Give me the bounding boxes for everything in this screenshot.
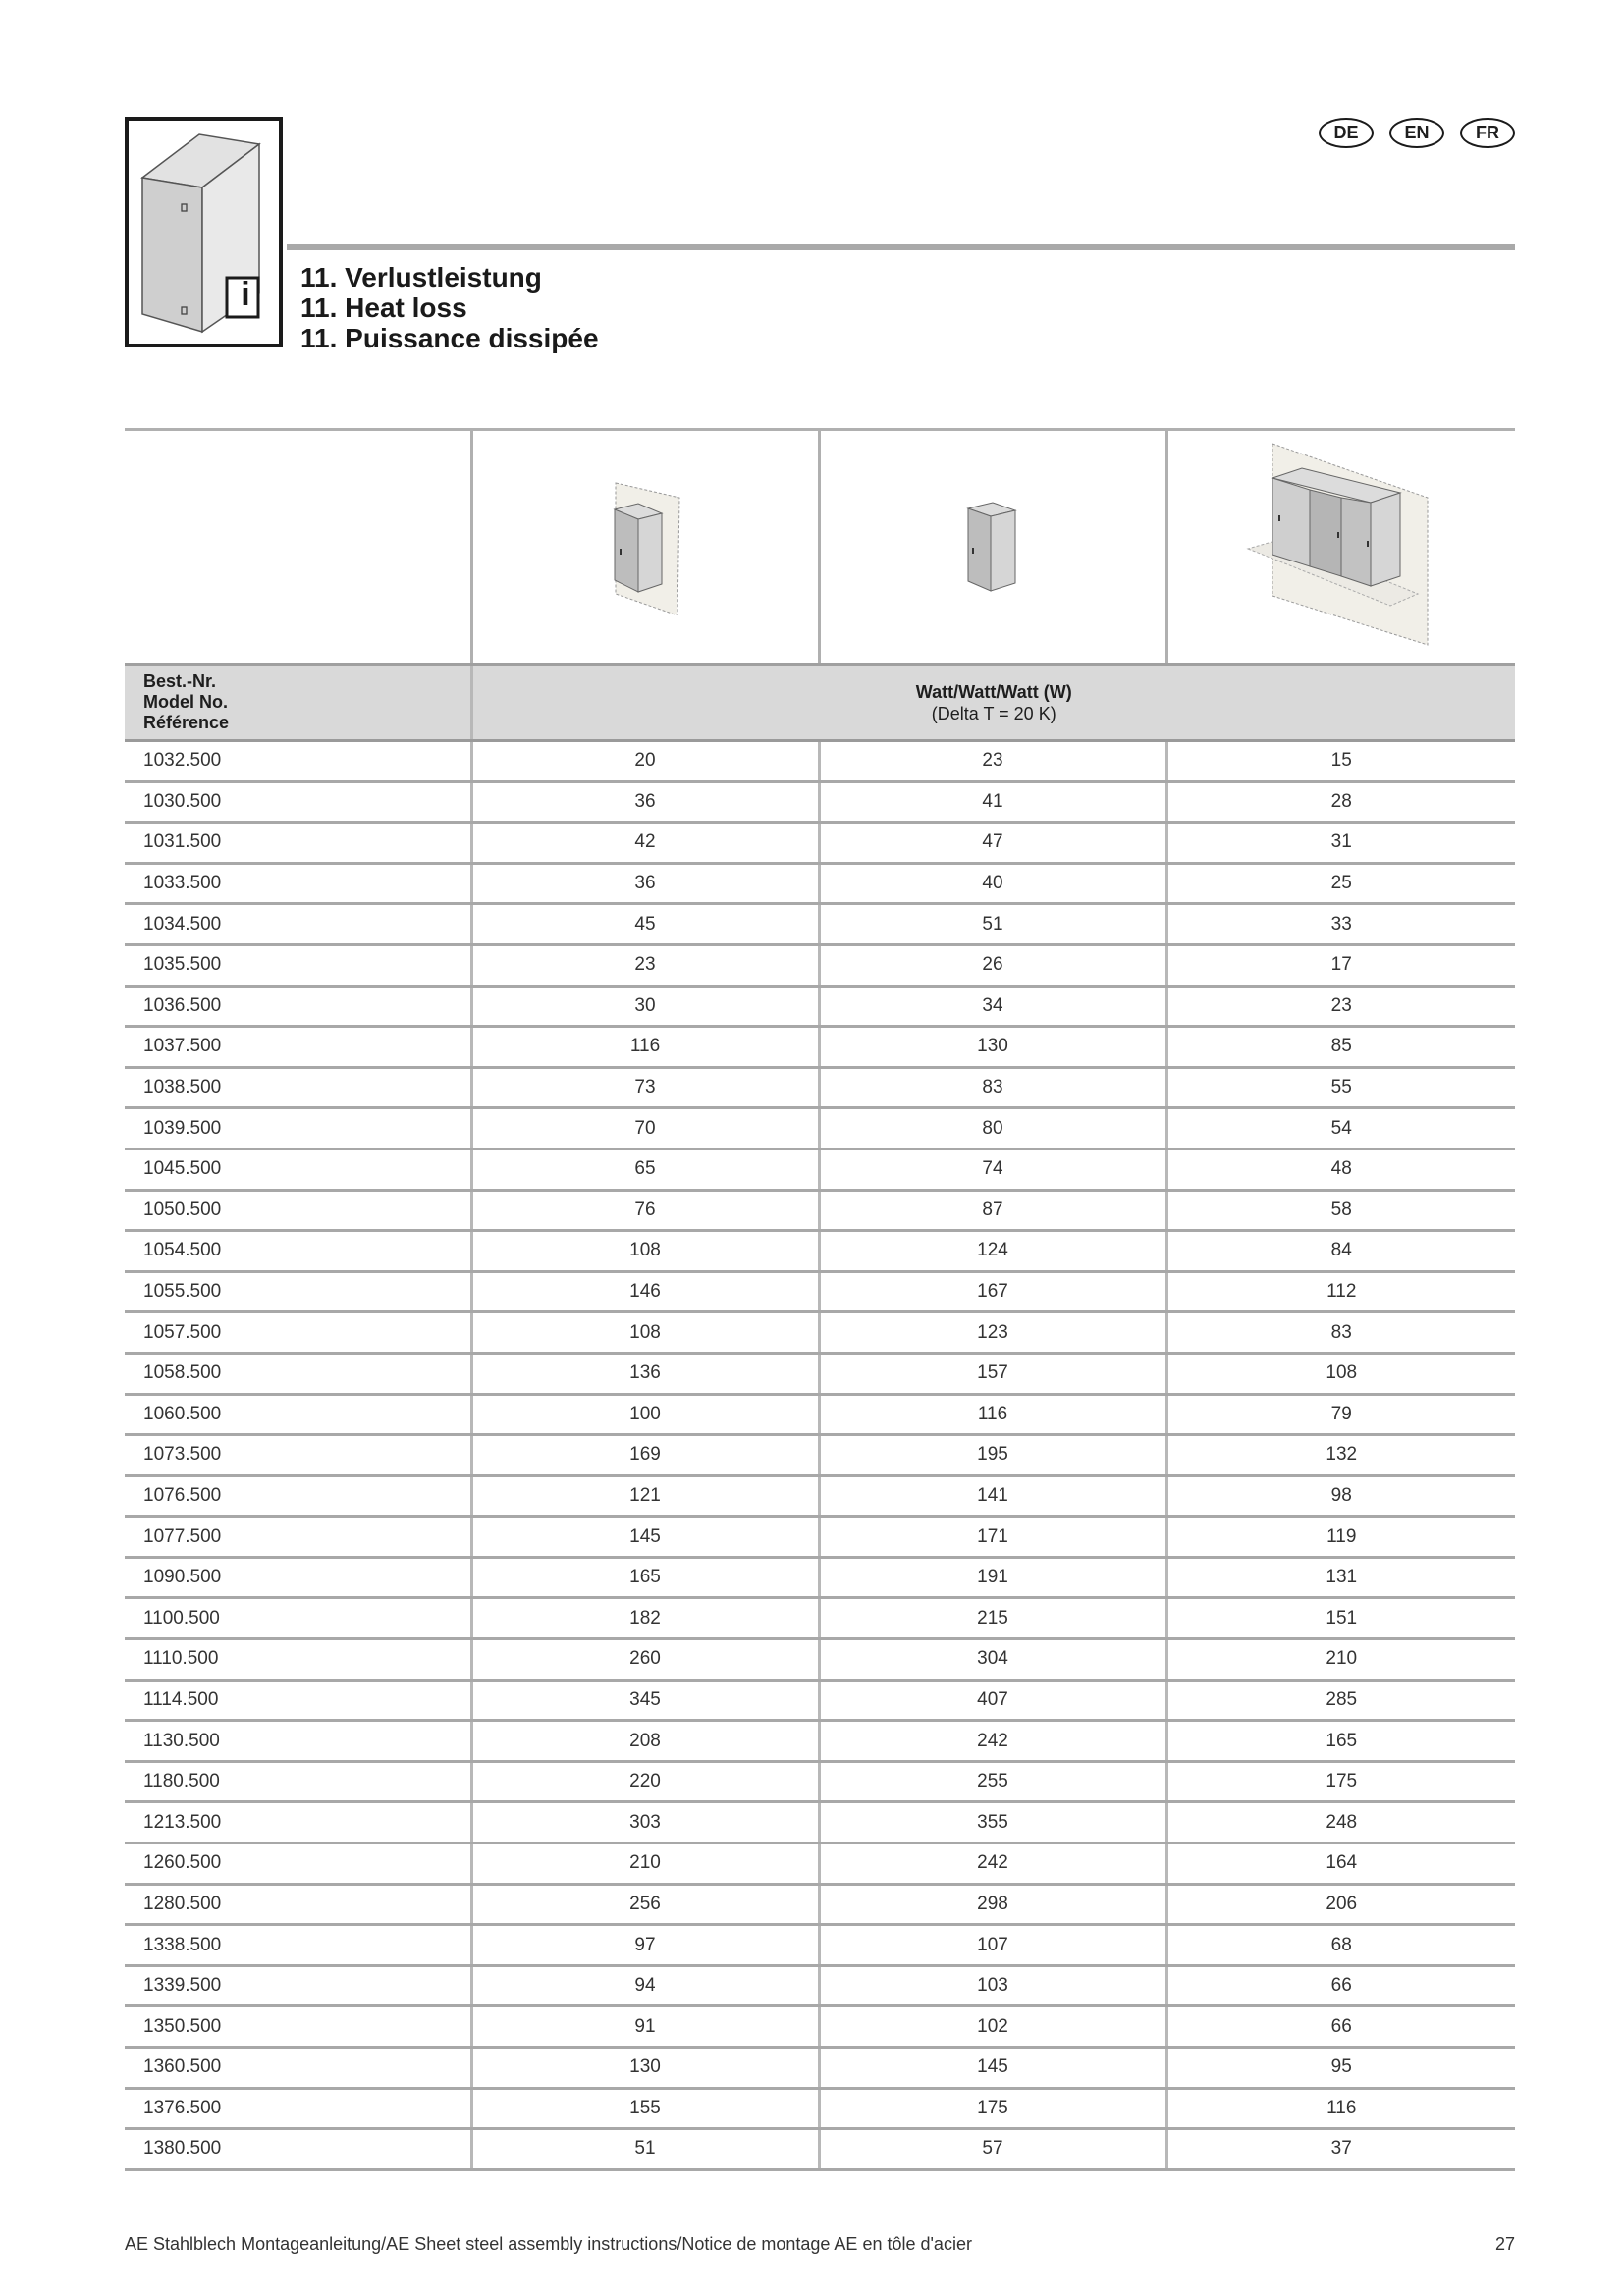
watt-value-cell: 48 [1166,1148,1515,1190]
bayed-enclosure-suite-icon [1243,439,1439,655]
table-row [125,781,1515,823]
model-number-cell: 1045.500 [125,1148,471,1190]
watt-value-cell: 108 [471,1231,819,1272]
watt-value-cell: 98 [1166,1475,1515,1517]
table-row [125,2129,1515,2170]
watt-value-cell: 169 [471,1435,819,1476]
wall-mounted-enclosure-icon [601,478,689,615]
language-badge-fr[interactable]: FR [1460,118,1515,148]
watt-value-cell: 255 [819,1761,1166,1802]
model-number-cell: 1034.500 [125,904,471,945]
watt-value-cell: 130 [471,2048,819,2089]
watt-value-cell: 51 [471,2129,819,2170]
language-badge-en[interactable]: EN [1389,118,1444,148]
watt-value-cell: 23 [819,741,1166,782]
illustration-wall-mounted [471,430,819,665]
watt-value-cell: 36 [471,781,819,823]
table-row [125,1761,1515,1802]
watt-value-cell: 68 [1166,1925,1515,1966]
table-row [125,1312,1515,1354]
watt-value-cell: 164 [1166,1843,1515,1885]
section-title-en: 11. Heat loss [300,293,467,323]
model-number-cell: 1130.500 [125,1721,471,1762]
model-number-cell: 1033.500 [125,863,471,904]
watt-value-cell: 102 [819,2006,1166,2048]
watt-value-cell: 124 [819,1231,1166,1272]
watt-value-cell: 70 [471,1108,819,1149]
model-number-cell: 1100.500 [125,1598,471,1639]
watt-value-cell: 210 [1166,1639,1515,1681]
watt-value-cell: 47 [819,823,1166,864]
table-row [125,1517,1515,1558]
watt-value-cell: 45 [471,904,819,945]
watt-value-cell: 145 [471,1517,819,1558]
watt-value-cell: 131 [1166,1557,1515,1598]
table-row [125,1027,1515,1068]
watt-value-cell: 355 [819,1802,1166,1843]
model-number-cell: 1030.500 [125,781,471,823]
section-title-de: 11. Verlustleistung [300,262,542,293]
watt-header-label: Watt/Watt/Watt (W) [915,681,1072,702]
model-number-cell: 1180.500 [125,1761,471,1802]
watt-value-cell: 74 [819,1148,1166,1190]
watt-value-cell: 91 [471,2006,819,2048]
footer-text: AE Stahlblech Montageanleitung/AE Sheet steel assembly instructions/Notice de montage AE en tôle d'acier [125,2234,972,2254]
watt-value-cell: 175 [1166,1761,1515,1802]
watt-value-cell: 108 [1166,1353,1515,1394]
model-number-cell: 1032.500 [125,741,471,782]
watt-value-cell: 208 [471,1721,819,1762]
table-row [125,1639,1515,1681]
model-header-de: Best.-Nr. [143,671,217,691]
model-number-cell: 1031.500 [125,823,471,864]
watt-value-cell: 54 [1166,1108,1515,1149]
info-badge-letter: i [241,276,250,313]
model-number-cell: 1077.500 [125,1517,471,1558]
model-number-cell: 1036.500 [125,986,471,1027]
model-number-cell: 1350.500 [125,2006,471,2048]
free-standing-enclosure-icon [958,493,1027,601]
model-number-cell: 1280.500 [125,1884,471,1925]
watt-value-cell: 66 [1166,1965,1515,2006]
watt-value-cell: 112 [1166,1271,1515,1312]
table-row [125,1353,1515,1394]
footer [125,2234,1515,2255]
table-row [125,863,1515,904]
table-row [125,2006,1515,2048]
watt-value-cell: 303 [471,1802,819,1843]
table-row [125,944,1515,986]
watt-value-cell: 116 [471,1027,819,1068]
model-number-cell: 1060.500 [125,1394,471,1435]
watt-header [471,665,1515,741]
table-row [125,1435,1515,1476]
watt-value-cell: 20 [471,741,819,782]
model-number-header [125,665,471,741]
delta-t-label: (Delta T = 20 K) [931,703,1056,723]
watt-value-cell: 57 [819,2129,1166,2170]
table-row [125,2088,1515,2129]
watt-value-cell: 242 [819,1721,1166,1762]
model-number-cell: 1076.500 [125,1475,471,1517]
watt-value-cell: 136 [471,1353,819,1394]
watt-value-cell: 97 [471,1925,819,1966]
illustration-free-standing [819,430,1166,665]
model-number-cell: 1055.500 [125,1271,471,1312]
watt-value-cell: 165 [471,1557,819,1598]
watt-value-cell: 65 [471,1148,819,1190]
watt-value-cell: 100 [471,1394,819,1435]
heat-loss-table [125,428,1515,2171]
watt-value-cell: 130 [819,1027,1166,1068]
model-number-cell: 1338.500 [125,1925,471,1966]
watt-value-cell: 121 [471,1475,819,1517]
watt-value-cell: 210 [471,1843,819,1885]
watt-value-cell: 248 [1166,1802,1515,1843]
model-number-cell: 1339.500 [125,1965,471,2006]
watt-value-cell: 171 [819,1517,1166,1558]
table-row [125,1557,1515,1598]
watt-value-cell: 66 [1166,2006,1515,2048]
section-title-fr: 11. Puissance dissipée [300,323,599,353]
model-number-cell: 1037.500 [125,1027,471,1068]
model-number-cell: 1038.500 [125,1067,471,1108]
table-row [125,1802,1515,1843]
watt-value-cell: 165 [1166,1721,1515,1762]
table-row [125,1721,1515,1762]
watt-value-cell: 84 [1166,1231,1515,1272]
language-badge-de[interactable]: DE [1319,118,1374,148]
table-row [125,1598,1515,1639]
table-header-row [125,665,1515,741]
watt-value-cell: 73 [471,1067,819,1108]
enclosure-info-icon [125,117,283,347]
watt-value-cell: 298 [819,1884,1166,1925]
model-number-cell: 1054.500 [125,1231,471,1272]
table-row [125,1965,1515,2006]
table-row [125,1843,1515,1885]
table-row [125,986,1515,1027]
illustration-empty-cell [125,430,471,665]
watt-value-cell: 42 [471,823,819,864]
watt-value-cell: 116 [819,1394,1166,1435]
watt-value-cell: 407 [819,1680,1166,1721]
table-row [125,1067,1515,1108]
watt-value-cell: 28 [1166,781,1515,823]
watt-value-cell: 41 [819,781,1166,823]
table-row [125,1884,1515,1925]
watt-value-cell: 175 [819,2088,1166,2129]
model-number-cell: 1213.500 [125,1802,471,1843]
model-number-cell: 1073.500 [125,1435,471,1476]
watt-value-cell: 145 [819,2048,1166,2089]
table-row [125,1394,1515,1435]
watt-value-cell: 151 [1166,1598,1515,1639]
watt-value-cell: 256 [471,1884,819,1925]
watt-value-cell: 345 [471,1680,819,1721]
table-row [125,741,1515,782]
table-row [125,1190,1515,1231]
watt-value-cell: 30 [471,986,819,1027]
table-row [125,904,1515,945]
watt-value-cell: 260 [471,1639,819,1681]
watt-value-cell: 304 [819,1639,1166,1681]
table-row [125,1680,1515,1721]
watt-value-cell: 195 [819,1435,1166,1476]
watt-value-cell: 155 [471,2088,819,2129]
model-number-cell: 1090.500 [125,1557,471,1598]
watt-value-cell: 206 [1166,1884,1515,1925]
model-number-cell: 1376.500 [125,2088,471,2129]
watt-value-cell: 119 [1166,1517,1515,1558]
table-row [125,1231,1515,1272]
model-number-cell: 1380.500 [125,2129,471,2170]
watt-value-cell: 79 [1166,1394,1515,1435]
table-row [125,1148,1515,1190]
model-number-cell: 1039.500 [125,1108,471,1149]
watt-value-cell: 123 [819,1312,1166,1354]
watt-value-cell: 26 [819,944,1166,986]
table-row [125,2048,1515,2089]
watt-value-cell: 141 [819,1475,1166,1517]
watt-value-cell: 157 [819,1353,1166,1394]
watt-value-cell: 58 [1166,1190,1515,1231]
watt-value-cell: 31 [1166,823,1515,864]
watt-value-cell: 167 [819,1271,1166,1312]
watt-value-cell: 215 [819,1598,1166,1639]
watt-value-cell: 146 [471,1271,819,1312]
watt-value-cell: 83 [1166,1312,1515,1354]
table-row [125,823,1515,864]
watt-value-cell: 17 [1166,944,1515,986]
watt-value-cell: 85 [1166,1027,1515,1068]
watt-value-cell: 220 [471,1761,819,1802]
watt-value-cell: 191 [819,1557,1166,1598]
watt-value-cell: 23 [1166,986,1515,1027]
watt-value-cell: 33 [1166,904,1515,945]
table-row [125,1475,1515,1517]
watt-value-cell: 87 [819,1190,1166,1231]
watt-value-cell: 37 [1166,2129,1515,2170]
watt-value-cell: 242 [819,1843,1166,1885]
model-header-fr: Référence [143,713,230,732]
watt-value-cell: 80 [819,1108,1166,1149]
watt-value-cell: 34 [819,986,1166,1027]
watt-value-cell: 285 [1166,1680,1515,1721]
watt-value-cell: 108 [471,1312,819,1354]
watt-value-cell: 15 [1166,741,1515,782]
watt-value-cell: 103 [819,1965,1166,2006]
watt-value-cell: 55 [1166,1067,1515,1108]
watt-value-cell: 36 [471,863,819,904]
watt-value-cell: 40 [819,863,1166,904]
table-row [125,1925,1515,1966]
watt-value-cell: 94 [471,1965,819,2006]
watt-value-cell: 76 [471,1190,819,1231]
model-number-cell: 1260.500 [125,1843,471,1885]
watt-value-cell: 23 [471,944,819,986]
watt-value-cell: 132 [1166,1435,1515,1476]
illustration-row [125,430,1515,665]
title-divider [287,244,1515,250]
model-number-cell: 1110.500 [125,1639,471,1681]
model-number-cell: 1035.500 [125,944,471,986]
watt-value-cell: 83 [819,1067,1166,1108]
watt-value-cell: 25 [1166,863,1515,904]
section-titles [300,262,599,353]
table-row [125,1271,1515,1312]
model-number-cell: 1114.500 [125,1680,471,1721]
model-number-cell: 1360.500 [125,2048,471,2089]
watt-value-cell: 51 [819,904,1166,945]
model-number-cell: 1058.500 [125,1353,471,1394]
watt-value-cell: 107 [819,1925,1166,1966]
watt-value-cell: 95 [1166,2048,1515,2089]
table-row [125,1108,1515,1149]
model-header-en: Model No. [143,692,228,712]
page-number: 27 [1494,2234,1515,2254]
illustration-bayed-suite [1166,430,1515,665]
model-number-cell: 1057.500 [125,1312,471,1354]
model-number-cell: 1050.500 [125,1190,471,1231]
watt-value-cell: 182 [471,1598,819,1639]
watt-value-cell: 116 [1166,2088,1515,2129]
